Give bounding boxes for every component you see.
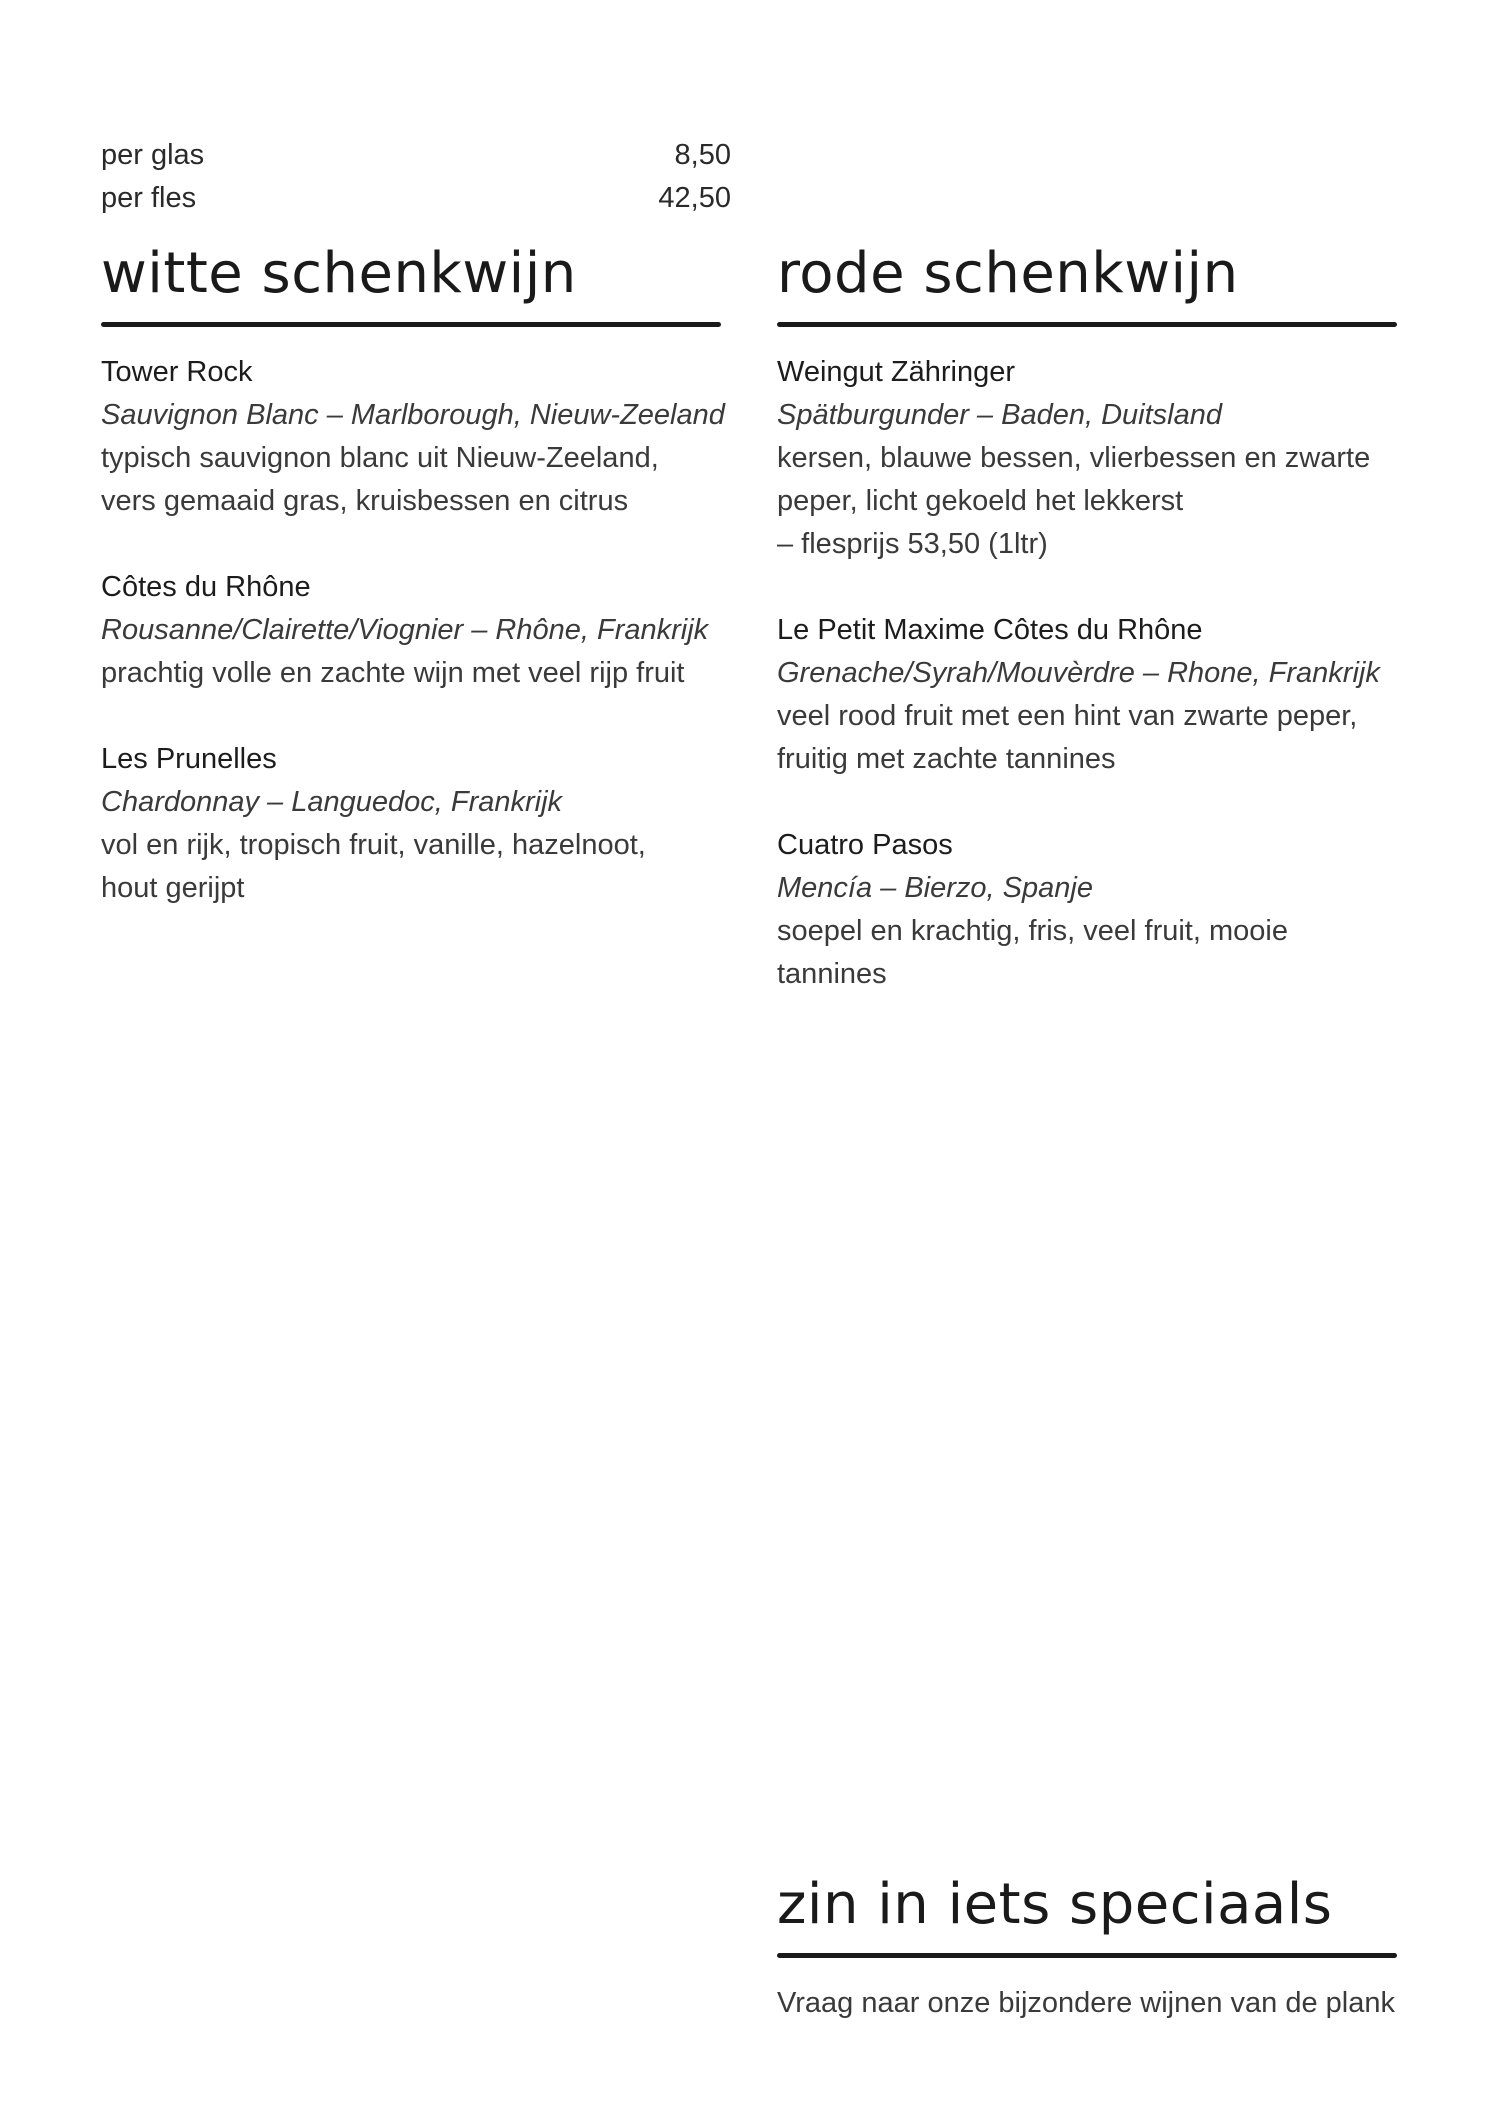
section-title: rode schenkwijn — [777, 241, 1239, 306]
price-label: per glas — [101, 139, 205, 171]
wine-description: fruitig met zachte tannines — [777, 743, 1116, 775]
wine-item — [101, 738, 731, 910]
wine-item — [777, 824, 1407, 996]
price-table — [101, 134, 731, 220]
wine-origin: Chardonnay – Languedoc, Frankrijk — [101, 786, 563, 818]
wine-description: – flesprijs 53,50 (1ltr) — [777, 528, 1048, 560]
section-title: zin in iets speciaals — [777, 1872, 1333, 1937]
section-divider — [777, 1953, 1397, 1958]
price-label: per fles — [101, 182, 197, 214]
wine-origin: Sauvignon Blanc – Marlborough, Nieuw-Zeeland — [101, 399, 725, 431]
wine-description: peper, licht gekoeld het lekkerst — [777, 485, 1184, 517]
wine-description: typisch sauvignon blanc uit Nieuw-Zeeland, — [101, 442, 659, 474]
price-row-glass — [101, 134, 731, 177]
wine-origin: Spätburgunder – Baden, Duitsland — [777, 399, 1222, 431]
wine-description: hout gerijpt — [101, 872, 245, 904]
wine-description: tannines — [777, 958, 887, 990]
price-value: 8,50 — [674, 139, 731, 171]
white-wine-section — [101, 236, 731, 953]
wine-name: Côtes du Rhône — [101, 571, 311, 603]
price-row-bottle — [101, 177, 731, 220]
wine-origin: Rousanne/Clairette/Viognier – Rhône, Frankrijk — [101, 614, 709, 646]
red-wine-section — [777, 236, 1407, 1039]
wine-name: Tower Rock — [101, 356, 253, 388]
section-divider — [101, 322, 721, 327]
wine-item — [101, 566, 731, 695]
price-value: 42,50 — [658, 182, 731, 214]
wine-name: Weingut Zähringer — [777, 356, 1016, 388]
wine-description: vers gemaaid gras, kruisbessen en citrus — [101, 485, 629, 517]
wine-origin: Mencía – Bierzo, Spanje — [777, 872, 1093, 904]
wine-origin: Grenache/Syrah/Mouvèrdre – Rhone, Frankrijk — [777, 657, 1380, 689]
wine-description: vol en rijk, tropisch fruit, vanille, hazelnoot, — [101, 829, 646, 861]
wine-description: soepel en krachtig, fris, veel fruit, mooie — [777, 915, 1288, 947]
section-divider — [777, 322, 1397, 327]
special-note: Vraag naar onze bijzondere wijnen van de plank — [777, 1987, 1396, 2019]
wine-name: Les Prunelles — [101, 743, 277, 775]
wine-item — [777, 609, 1407, 781]
wine-description: veel rood fruit met een hint van zwarte peper, — [777, 700, 1358, 732]
wine-name: Cuatro Pasos — [777, 829, 953, 861]
wine-item — [101, 351, 731, 523]
wine-description: prachtig volle en zachte wijn met veel rijp fruit — [101, 657, 685, 689]
special-section — [777, 1867, 1417, 2025]
wine-item — [777, 351, 1407, 566]
wine-description: kersen, blauwe bessen, vlierbessen en zwarte — [777, 442, 1371, 474]
section-title: witte schenkwijn — [101, 241, 577, 306]
wine-name: Le Petit Maxime Côtes du Rhône — [777, 614, 1203, 646]
